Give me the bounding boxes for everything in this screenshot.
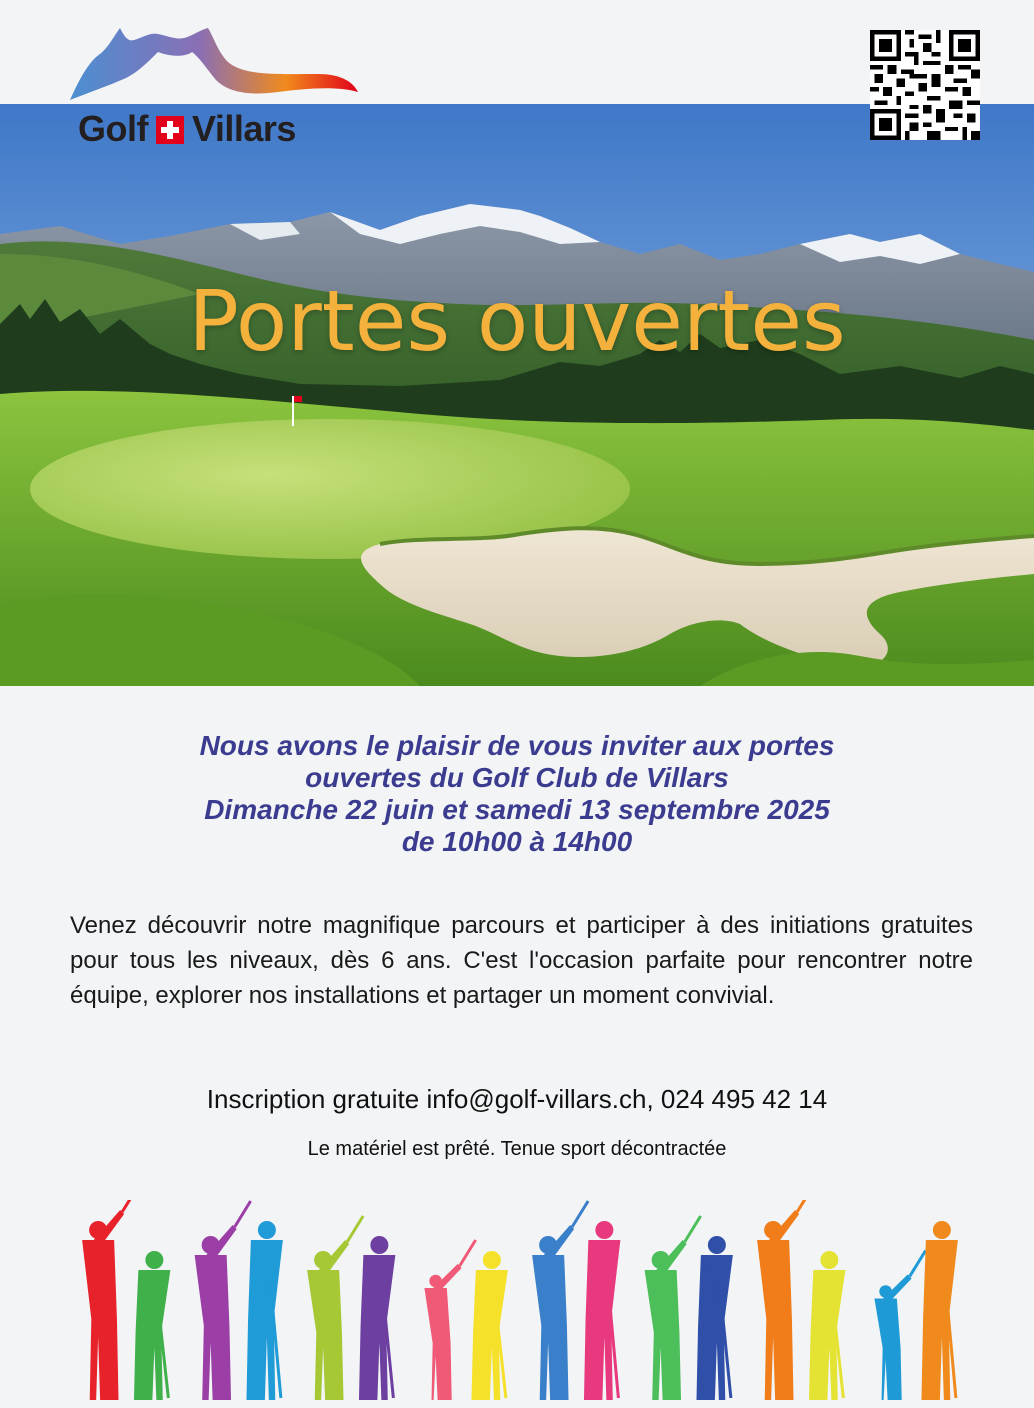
description-paragraph: Venez découvrir notre magnifique parcours et participer à des initiations gratuites pour tous les niveaux, dès 6 ans. C'est l'occasion parfaite pour rencontrer notre équipe, explorer nos installations et partager un moment convivial. (70, 912, 973, 1009)
logo-text-golf: Golf (78, 108, 148, 149)
golfer-silhouette (645, 1216, 701, 1400)
invitation-block (0, 730, 1034, 858)
swiss-cross-icon (156, 116, 184, 144)
golf-landscape-illustration (0, 104, 1034, 686)
golfer-silhouette (471, 1251, 507, 1400)
golfer-silhouette (307, 1216, 363, 1400)
hero-golf-course-image (0, 104, 1034, 686)
golfer-silhouette (874, 1251, 925, 1401)
golfer-silhouette (424, 1240, 475, 1400)
hero-title: Portes ouvertes (188, 272, 846, 370)
equipment-note: Le matériel est prêté. Tenue sport décontractée (307, 1138, 727, 1160)
golfer-silhouette (82, 1200, 138, 1400)
golfer-silhouette (246, 1221, 282, 1400)
logo-text-villars: Villars (191, 108, 296, 149)
qr-code-icon (870, 30, 980, 140)
golfer-silhouettes-illustration (70, 1200, 970, 1400)
golfer-silhouette (584, 1221, 620, 1400)
golfer-silhouette (921, 1221, 957, 1400)
golfer-silhouette (195, 1201, 251, 1400)
golfer-silhouette (359, 1236, 395, 1400)
golfer-silhouette (134, 1251, 170, 1400)
golfer-silhouette (757, 1200, 813, 1400)
invitation-line-1: Nous avons le plaisir de vous inviter aux portes (199, 730, 835, 761)
mountain-logo-icon (68, 22, 368, 112)
golfer-silhouette (809, 1251, 845, 1400)
golfer-silhouette (696, 1236, 732, 1400)
registration-contact: Inscription gratuite info@golf-villars.ch, 024 495 42 14 (206, 1084, 828, 1114)
invitation-hours: de 10h00 à 14h00 (401, 826, 633, 857)
golf-villars-logo (68, 22, 368, 149)
logo-wordmark (78, 108, 296, 150)
invitation-dates: Dimanche 22 juin et samedi 13 septembre 2025 (204, 794, 830, 825)
invitation-line-2: ouvertes du Golf Club de Villars (305, 762, 729, 793)
golfer-silhouette (532, 1201, 588, 1400)
